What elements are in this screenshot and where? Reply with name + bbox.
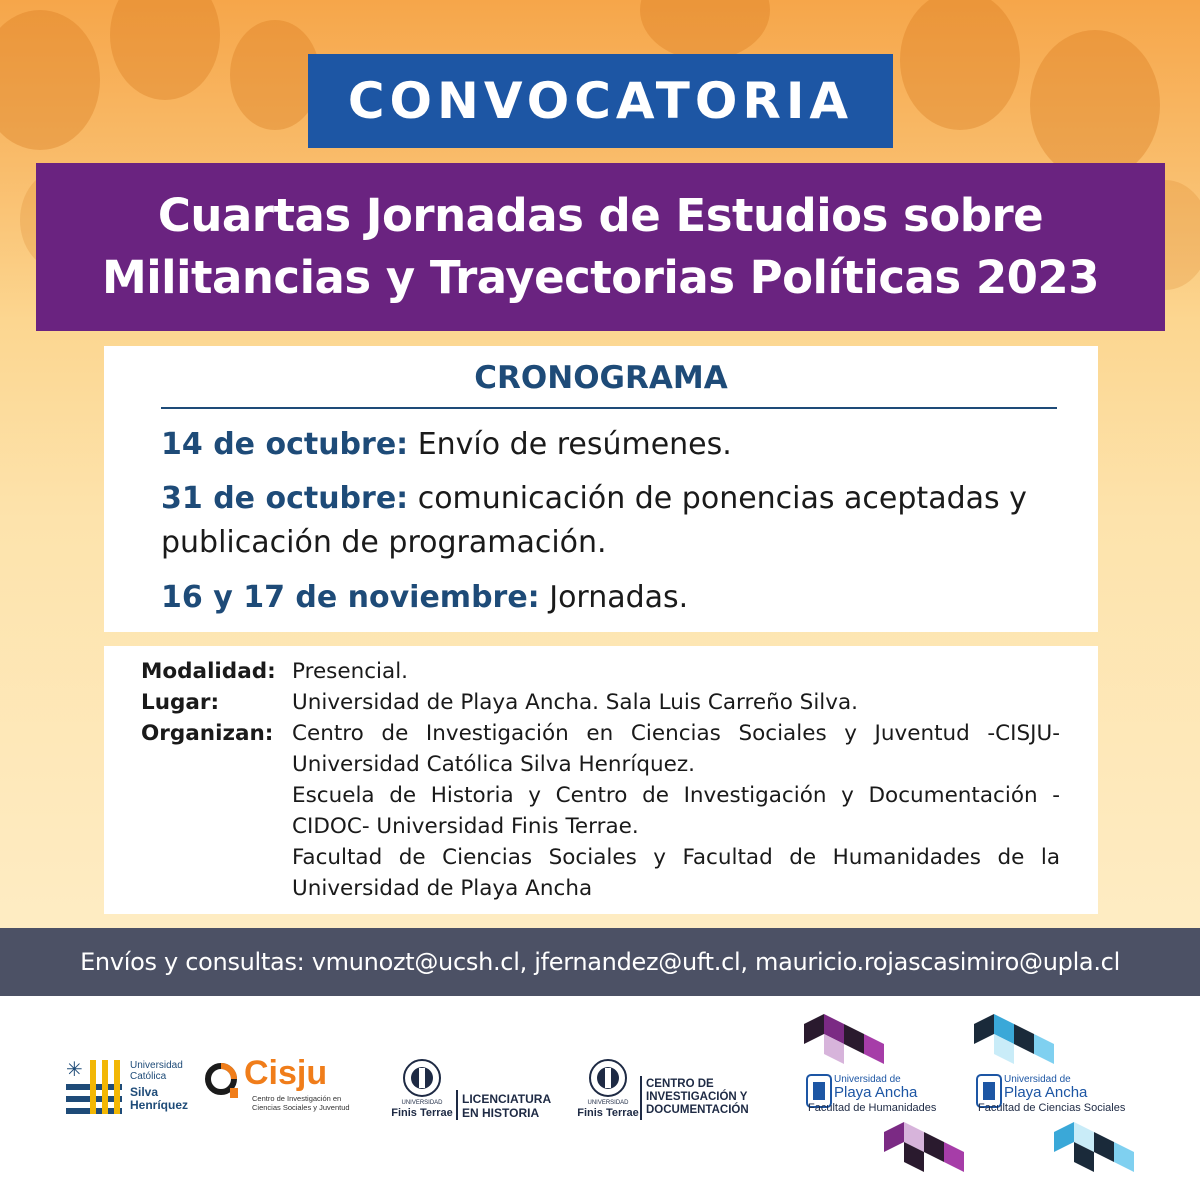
upla-soc-name: Playa Ancha: [1004, 1084, 1088, 1101]
organizer-entry: Facultad de Ciencias Sociales y Facultad de Humanidades de la Universidad de Playa Ancha: [292, 845, 1060, 901]
cidoc-prog2: INVESTIGACIÓN Y: [646, 1091, 748, 1103]
cronograma-text: Envío de resúmenes.: [408, 427, 732, 462]
upla-soc-pattern-bottom-icon: [1054, 1122, 1134, 1178]
upla-hum-pattern-bottom-icon: [884, 1122, 964, 1178]
organizan-values: [292, 718, 1060, 904]
cronograma-date: 14 de octubre:: [161, 427, 409, 462]
upla-soc-univ: Universidad de: [1004, 1074, 1071, 1085]
upla-hum-univ: Universidad de: [834, 1074, 901, 1085]
finis-cidoc-logo: [570, 1056, 780, 1122]
cisju-sub2: Ciencias Sociales y Juventud: [252, 1103, 350, 1112]
finis-historia-logo: [382, 1056, 567, 1122]
convocatoria-badge: [308, 54, 893, 148]
event-title-line1: Cuartas Jornadas de Estudios sobre: [157, 189, 1044, 242]
cisju-name: Cisju: [244, 1054, 328, 1092]
svg-text:✳: ✳: [66, 1058, 83, 1081]
cronograma-item: [161, 423, 1081, 467]
organizer-entry: Escuela de Historia y Centro de Investigación y Documentación -CIDOC- Universidad Finis Terrae.: [292, 783, 1060, 839]
cronograma-divider: [161, 407, 1057, 409]
lugar-value: Universidad de Playa Ancha. Sala Luis Carreño Silva.: [292, 690, 859, 715]
logos-strip: [0, 996, 1200, 1200]
ucsh-line3: Silva: [130, 1085, 159, 1099]
upla-hum-fac: Facultad de Humanidades: [808, 1102, 937, 1114]
ucsh-logo: [66, 1058, 206, 1118]
cidoc-univ: UNIVERSIDAD: [587, 1100, 629, 1106]
contact-text: Envíos y consultas: vmunozt@ucsh.cl, jfernandez@uft.cl, mauricio.rojascasimiro@upla.cl: [80, 948, 1120, 976]
organizan-label: Organizan:: [141, 721, 274, 746]
finis-prog2: EN HISTORIA: [462, 1106, 540, 1120]
finis-crest-icon: [588, 1058, 628, 1098]
finis-prog1: LICENCIATURA: [462, 1092, 552, 1106]
cronograma-panel: [104, 346, 1098, 632]
cisju-sub1: Centro de Investigación en: [252, 1094, 342, 1103]
event-title-line2: Militancias y Trayectorias Políticas 2023: [101, 251, 1100, 304]
upla-hum-pattern-top-icon: [804, 1014, 884, 1070]
upla-soc-pattern-top-icon: [974, 1014, 1054, 1070]
contact-bar: [0, 928, 1200, 996]
finis-divider: [456, 1090, 458, 1120]
ucsh-line4: Henríquez: [130, 1098, 189, 1112]
cidoc-divider: [640, 1076, 642, 1120]
ucsh-line1: Universidad: [130, 1060, 183, 1071]
cronograma-date: 16 y 17 de noviembre:: [161, 580, 540, 615]
finis-name: Finis Terrae: [391, 1107, 453, 1119]
cronograma-item: [161, 477, 1081, 565]
ucsh-emblem-icon: [66, 1058, 126, 1116]
finis-univ: UNIVERSIDAD: [401, 1100, 443, 1106]
upla-soc-fac: Facultad de Ciencias Sociales: [978, 1102, 1126, 1114]
cidoc-name: Finis Terrae: [577, 1107, 639, 1119]
cidoc-prog1: CENTRO DE: [646, 1078, 714, 1090]
cidoc-prog3: DOCUMENTACIÓN: [646, 1104, 749, 1116]
lugar-label: Lugar:: [141, 690, 220, 715]
upla-hum-name: Playa Ancha: [834, 1084, 918, 1101]
cronograma-title: CRONOGRAMA: [474, 360, 728, 396]
cronograma-text: comunicación de ponencias aceptadas y publicación de programación.: [161, 481, 1027, 560]
convocatoria-text: CONVOCATORIA: [347, 72, 854, 130]
finis-crest-icon: [402, 1058, 442, 1098]
upla-sociales-logo: [974, 1014, 1174, 1196]
event-title-banner: [36, 163, 1165, 331]
ucsh-line2: Católica: [130, 1071, 167, 1082]
cisju-logo: [204, 1054, 354, 1118]
modalidad-value: Presencial.: [292, 659, 409, 684]
cronograma-text: Jornadas.: [539, 580, 689, 615]
event-info-panel: [104, 646, 1098, 914]
organizer-entry: Centro de Investigación en Ciencias Sociales y Juventud -CISJU- Universidad Católica Silva Henríquez.: [292, 721, 1060, 777]
cronograma-date: 31 de octubre:: [161, 481, 409, 516]
upla-humanidades-logo: [804, 1014, 974, 1196]
cronograma-item: [161, 576, 1081, 620]
cisju-q-icon: [204, 1062, 244, 1102]
modalidad-label: Modalidad:: [141, 659, 276, 684]
